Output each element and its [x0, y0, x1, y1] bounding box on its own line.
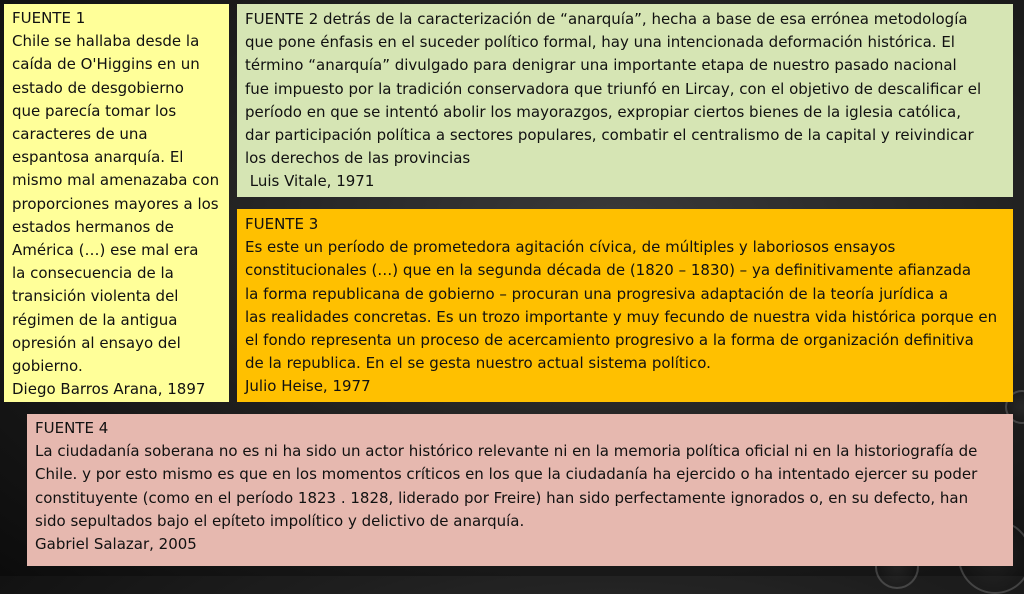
fuente-1-text-line: la consecuencia de la	[12, 264, 174, 283]
source-box-fuente-2	[237, 4, 1013, 197]
fuente-1-text-line: América (…) ese mal era	[12, 241, 199, 260]
fuente-1-heading: FUENTE 1	[12, 9, 86, 27]
fuente-1-text-line: opresión al ensayo del	[12, 333, 181, 352]
fuente-1-text-line: estado de desgobierno	[12, 78, 184, 97]
fuente-2-text-line: los derechos de las provincias	[245, 149, 471, 168]
fuente-2-text-line: término “anarquía” divulgado para denigrar una importante etapa de nuestro pasado nacional	[245, 56, 957, 75]
fuente-1-text-line: proporciones mayores a los	[12, 194, 219, 213]
fuente-3-text-line: constitucionales (…) que en la segunda década de (1820 – 1830) – ya definitivamente afianzada	[245, 261, 972, 280]
fuente-1-author: Diego Barros Arana, 1897	[12, 380, 206, 399]
fuente-1-text-line: caracteres de una	[12, 125, 148, 144]
fuente-2-text-line: período en que se intentó abolir los mayorazgos, expropiar ciertos bienes de la iglesia católica,	[245, 102, 962, 121]
fuente-3-text-line: las realidades concretas. Es un trozo importante y muy fecundo de nuestra vida histórica porque en	[245, 307, 998, 326]
fuente-1-text-line: transición violenta del	[12, 287, 179, 306]
fuente-2-author: Luis Vitale, 1971	[245, 172, 375, 191]
fuente-3-text-line: el fondo representa un proceso de acercamiento progresivo a la forma de organización definitiva	[245, 331, 974, 350]
fuente-2-text-line: fue impuesto por la tradición conservadora que triunfó en Lircay, con el objetivo de descalificar el	[245, 79, 982, 98]
fuente-2-text-line: que pone énfasis en el suceder político formal, hay una intencionada deformación histórica. El	[245, 33, 955, 52]
fuente-1-text-line: gobierno.	[12, 357, 83, 376]
fuente-4-author: Gabriel Salazar, 2005	[35, 535, 197, 554]
fuente-4-text-line: constituyente (como en el período 1823 . 1828, liderado por Freire) han sido perfectamente ignorados o, en su defecto, han	[35, 488, 969, 507]
fuente-4-text-line: Chile. y por esto mismo es que en los momentos críticos en los que la ciudadanía ha ejercido o ha intentado ejercer su poder	[35, 465, 978, 484]
source-box-fuente-4	[27, 414, 1013, 566]
fuente-3-author: Julio Heise, 1977	[245, 377, 371, 396]
source-box-fuente-3	[237, 209, 1013, 402]
fuente-1-text-line: régimen de la antigua	[12, 310, 178, 329]
fuente-3-text-line: de la republica. En el se gesta nuestro actual sistema político.	[245, 354, 711, 373]
fuente-3-heading: FUENTE 3	[245, 215, 319, 233]
fuente-2-text-line: dar participación política a sectores populares, combatir el centralismo de la capital y reivindicar	[245, 126, 974, 145]
fuente-1-text-line: mismo mal amenazaba con	[12, 171, 220, 190]
fuente-3-text-line: Es este un período de prometedora agitación cívica, de múltiples y laboriosos ensayos	[245, 238, 896, 257]
source-box-fuente-1	[4, 4, 229, 402]
fuente-1-text-line: que parecía tomar los	[12, 101, 177, 120]
fuente-1-text-line: estados hermanos de	[12, 217, 174, 236]
fuente-1-text-line: caída de O'Higgins en un	[12, 55, 200, 74]
fuente-1-text-line: Chile se hallaba desde la	[12, 32, 200, 51]
fuente-4-text-line: sido sepultados bajo el epíteto impolítico y delictivo de anarquía.	[35, 511, 525, 530]
fuente-4-text-line: La ciudadanía soberana no es ni ha sido un actor histórico relevante ni en la memoria política oficial ni en la historiografía de	[35, 442, 978, 461]
fuente-3-text-line: la forma republicana de gobierno – procuran una progresiva adaptación de la teoría jurídica a	[245, 284, 949, 303]
fuente-2-text-line: FUENTE 2 detrás de la caracterización de “anarquía”, hecha a base de esa errónea metodología	[245, 10, 968, 28]
fuente-1-text-line: espantosa anarquía. El	[12, 148, 184, 167]
fuente-4-heading: FUENTE 4	[35, 419, 109, 437]
